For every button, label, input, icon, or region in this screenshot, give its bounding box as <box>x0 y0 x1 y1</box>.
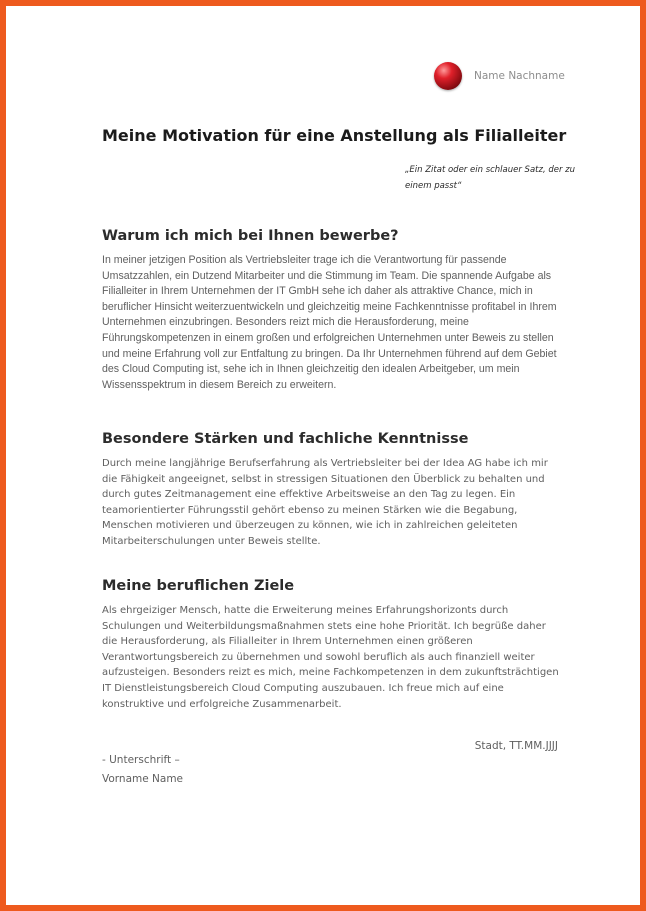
header-name-block <box>434 62 565 90</box>
place-date: Stadt, TT.MM.JJJJ <box>474 740 558 752</box>
quote: „Ein Zitat oder ein schlauer Satz, der zu einem passt“ <box>405 165 576 191</box>
signature-label: - Unterschrift – <box>102 754 180 766</box>
section-heading-goals: Meine beruflichen Ziele <box>102 578 295 594</box>
section-heading-strengths: Besondere Stärken und fachliche Kenntnisse <box>102 431 469 447</box>
section-heading-why: Warum ich mich bei Ihnen bewerbe? <box>102 228 399 244</box>
signature-name: Vorname Name <box>102 773 184 785</box>
section-text-goals: Als ehrgeiziger Mensch, hatte die Erweiterung meines Erfahrungshorizonts durch Schulungen und Weiterbildungsmaßnahmen stets eine hohe Priorität. Ich begrüße daher die Herausforderung, als Filialleiter in Ihrem Unternehmen einen größeren Verantwortungsbereich zu übernehmen und sowohl beruflich als auch finanziell weiter aufzusteigen. Besonders reizt es mich, meine Fachkompetenzen in dem zukunftsträchtigen IT Dienstleistungsbereich Cloud Computing auszubauen. Ich freue mich auf eine konstruktive und erfolgreiche Zusammenarbeit. <box>102 605 559 710</box>
document-page <box>6 6 640 905</box>
header-name: Name Nachname <box>474 70 565 82</box>
section-text-why: In meiner jetzigen Position als Vertriebsleiter trage ich die Verantwortung für passende Umsatzzahlen, ein Dutzend Mitarbeiter und die Stimmung im Team. Die spannende Aufgabe als Filialleiter in Ihrem Unternehmen der IT GmbH sehe ich daher als attraktive Chance, mich in beruflicher Hinsicht weiterzuentwickeln und gleichzeitig meine Fachkenntnisse profitabel in Ihrem Unternehmen einzubringen. Besonders reizt mich die Herausforderung, meine Führungskompetenzen in einem großen und erfolgreichen Unternehmen unter Beweis zu stellen und meine Erfahrung voll zur Entfaltung zu bringen. Da Ihr Unternehmen führend auf dem Gebiet des Cloud Computing ist, sehe ich in Ihnen gleichzeitig den idealen Arbeitgeber, um mein Wissensspektrum in diesem Bereich zu erweitern. <box>102 254 557 391</box>
red-orb-logo-icon <box>434 62 462 90</box>
document-title: Meine Motivation für eine Anstellung als Filialleiter <box>102 126 567 145</box>
section-text-strengths: Durch meine langjährige Berufserfahrung als Vertriebsleiter bei der Idea AG habe ich mir die Fähigkeit angeeignet, selbst in stressigen Situationen den Überblick zu behalten und durch gutes Zeitmanagement eine effektive Arbeitsweise an den Tag zu legen. Ein teamorientierter Führungsstil gehört ebenso zu meinen Stärken wie die Begabung, Menschen motivieren und überzeugen zu können, wie ich in zahlreichen geleiteten Mitarbeiterschulungen unter Beweis stellte. <box>102 458 548 547</box>
